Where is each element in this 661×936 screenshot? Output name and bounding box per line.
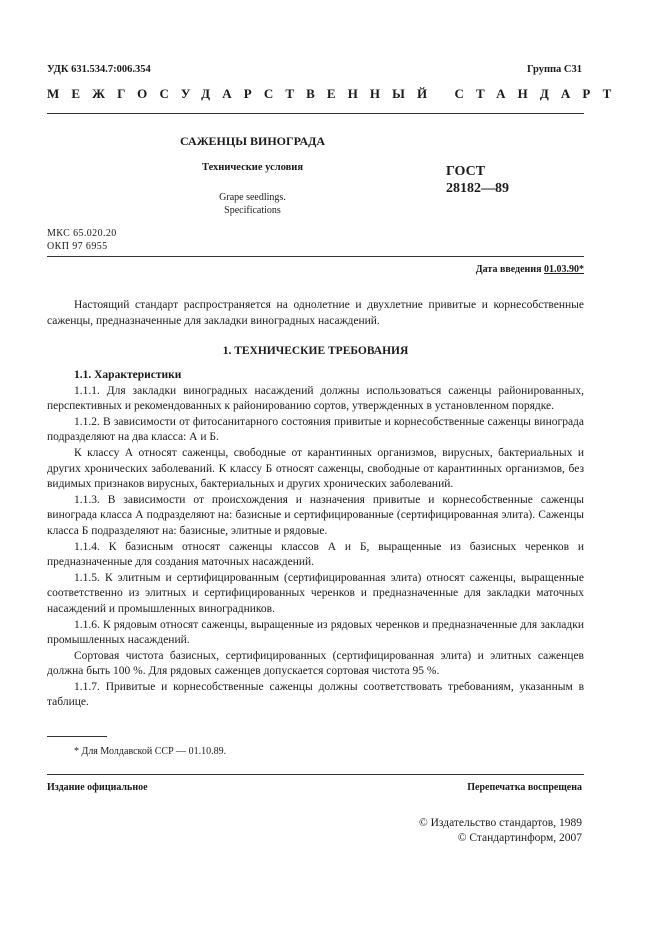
paragraph-purity: Сортовая чистота базисных, сертифицированных (сертифицированная элита) и элитных саженцев должна быть 100 %. Для рядовых саженцев допускается сортовая чистота 95 %. (47, 649, 584, 678)
intro-paragraph-block (47, 298, 584, 329)
introduction-date-label: Дата введения (475, 264, 542, 275)
introduction-date (476, 264, 584, 275)
copyright-block (419, 816, 582, 845)
gost-designation (446, 163, 566, 197)
english-title-line-2: Specifications (224, 205, 281, 216)
intro-paragraph: Настоящий стандарт распространяется на однолетние и двухлетние привитые и корнесобственные саженцы, предназначенные для закладки виноградных насаждений. (47, 299, 584, 327)
top-line (47, 64, 582, 78)
gost-label: ГОСТ (446, 164, 486, 179)
interstate-standard-banner: МЕЖГОСУДАРСТВЕННЫЙ СТАНДАРТ (47, 86, 624, 101)
english-title (170, 191, 335, 217)
paragraph-1-1-2: 1.1.2. В зависимости от фитосанитарного состояния привитые и корнесобственные саженцы винограда подразделяют на два класса: А и Б. (47, 415, 584, 444)
section-heading: 1. ТЕХНИЧЕСКИЕ ТРЕБОВАНИЯ (222, 345, 409, 357)
udk-code: УДК 631.534.7:006.354 (47, 64, 151, 75)
paragraph-1-1-7: 1.1.7. Привитые и корнесобственные саженцы должны соответствовать требованиям, указанным в таблице. (47, 680, 584, 709)
header-rule (47, 113, 584, 114)
gost-number: 28182—89 (446, 181, 509, 196)
english-title-line-1: Grape seedlings. (219, 192, 286, 203)
paragraph-1-1-6: 1.1.6. К рядовым относят саженцы, выращенные из рядовых черенков и предназначенные для закладки промышленных насаждений. (47, 618, 584, 647)
document-title: САЖЕНЦЫ ВИНОГРАДА (179, 134, 326, 148)
reprint-prohibited-label: Перепечатка воспрещена (467, 782, 582, 793)
paragraph-1-1-5: 1.1.5. К элитным и сертифицированным (сертифицированная элита) относят саженцы, выращенные соответственно из элитных и сертифицированных черенков и предназначенные для закладки маточных насаждений и промышленных виноградников. (47, 571, 584, 615)
section-body (47, 368, 584, 711)
footer-rule (47, 774, 584, 775)
footnote: * Для Молдавской ССР — 01.10.89. (74, 746, 227, 757)
codes-rule (47, 256, 584, 257)
introduction-date-value: 01.03.90* (544, 264, 584, 275)
official-edition-label: Издание официальное (47, 782, 148, 793)
mks-code: МКС 65.020.20 (47, 228, 117, 239)
copyright-line-1: © Издательство стандартов, 1989 (418, 817, 582, 829)
paragraph-1-1-3: 1.1.3. В зависимости от происхождения и назначения привитые и корнесобственные саженцы винограда класса А подразделяют на: базисные и сертифицированные (сертифицированная элита). Саженцы класса Б подразделяют на: базисные, элитные и рядовые. (47, 493, 584, 537)
classification-codes (47, 227, 117, 253)
copyright-line-2: © Стандартинформ, 2007 (457, 831, 582, 844)
paragraph-classes: К классу А относят саженцы, свободные от карантинных организмов, вирусных, бактериальных и других хронических заболеваний. К классу Б относят саженцы, свободные от карантинных организмов, без видимых признаков вирусных, бактериальных и других хронических заболеваний. (47, 446, 584, 491)
paragraph-1-1-4: 1.1.4. К базисным относят саженцы классов А и Б, выращенные из базисных черенков и предназначенные для создания маточных насаждений. (47, 540, 584, 569)
okp-code: ОКП 97 6955 (47, 241, 108, 252)
subsection-heading: 1.1. Характеристики (74, 369, 182, 381)
paragraph-1-1-1: 1.1.1. Для закладки виноградных насаждений должны использоваться саженцы районированных, перспективных и рекомендованных к районированию сортов, утвержденных в установленном порядке. (47, 384, 584, 413)
footnote-rule (47, 736, 107, 737)
document-subtitle: Технические условия (201, 162, 304, 173)
group-code: Группа С31 (526, 64, 582, 75)
